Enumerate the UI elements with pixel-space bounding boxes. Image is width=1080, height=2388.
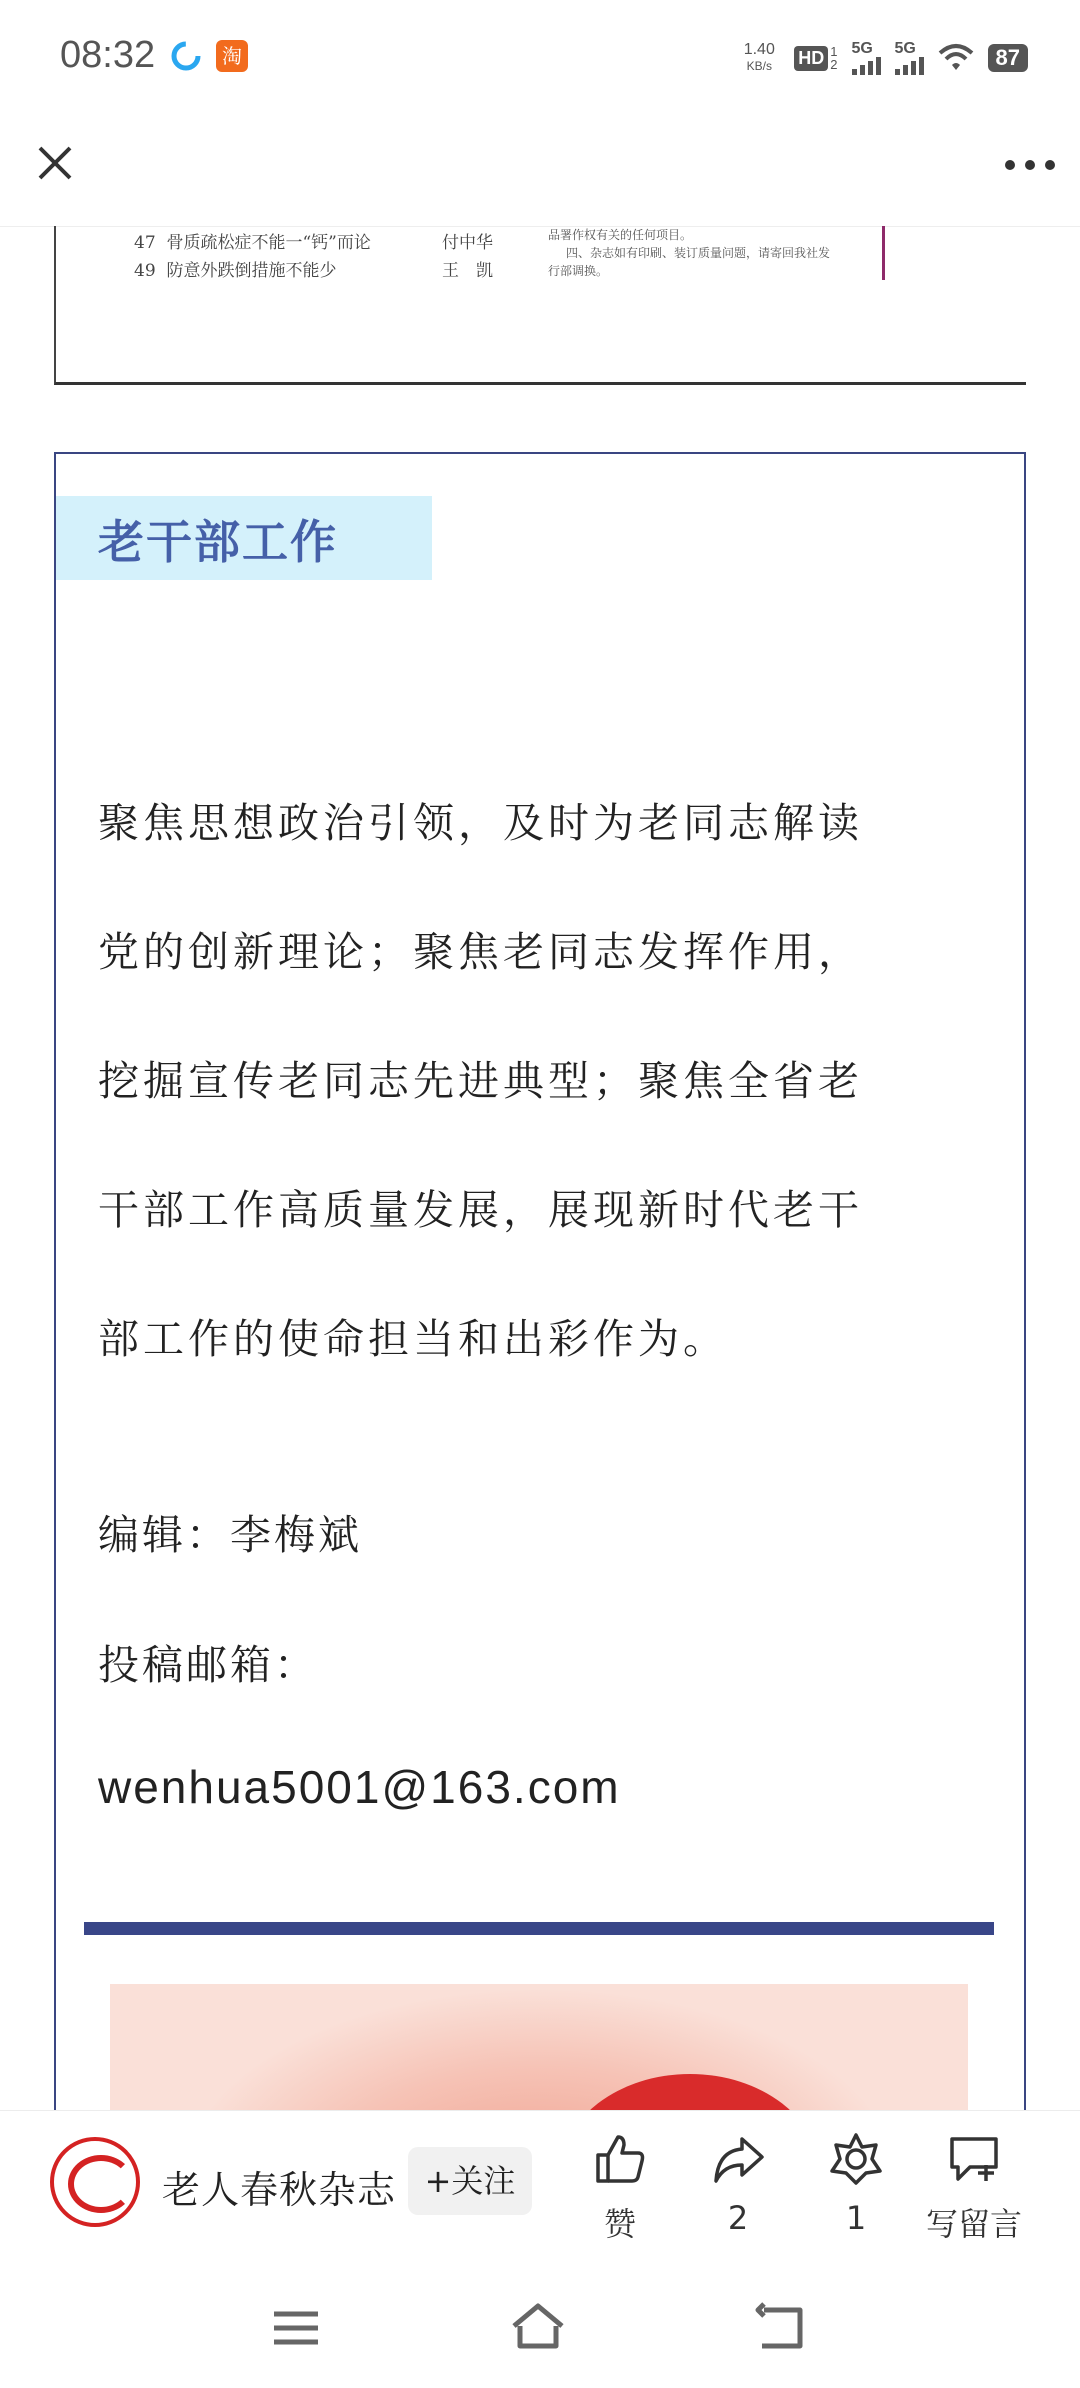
editor-credit: 编辑：李梅斌 bbox=[98, 1511, 362, 1559]
swirl-app-icon bbox=[170, 40, 202, 72]
wifi-icon bbox=[938, 43, 974, 73]
comment-add-icon bbox=[946, 2131, 1002, 2187]
section-title: 老干部工作 bbox=[98, 515, 338, 569]
paragraph-line: 部工作的使命担当和出彩作为。 bbox=[98, 1315, 728, 1363]
more-horizontal-icon[interactable] bbox=[1000, 140, 1060, 190]
back-icon[interactable] bbox=[750, 2300, 810, 2356]
battery-icon: 87 bbox=[988, 44, 1028, 72]
like-label: 赞 bbox=[603, 2205, 636, 2243]
paragraph-line: 聚焦思想政治引领，及时为老同志解读 bbox=[98, 799, 863, 847]
home-icon[interactable] bbox=[508, 2300, 568, 2356]
logo-swirl-icon bbox=[68, 2155, 134, 2213]
top-nav bbox=[0, 120, 1080, 227]
system-nav-bar bbox=[0, 2274, 1080, 2388]
hd-icon: HD 1 2 bbox=[794, 45, 837, 71]
write-comment-button[interactable] bbox=[914, 2131, 1034, 2245]
star-count: 1 bbox=[845, 2199, 867, 2237]
toc-note: 行部调换。 bbox=[548, 264, 609, 278]
like-button[interactable] bbox=[570, 2131, 670, 2245]
share-button[interactable] bbox=[688, 2131, 788, 2237]
article-image[interactable] bbox=[110, 1984, 968, 2114]
taobao-app-icon: 淘 bbox=[216, 40, 248, 72]
paragraph-line: 干部工作高质量发展，展现新时代老干 bbox=[98, 1186, 863, 1234]
recommend-button[interactable] bbox=[806, 2131, 906, 2237]
publisher-name[interactable]: 老人春秋杂志 bbox=[162, 2168, 397, 2212]
signal-5g-icon: 5G bbox=[895, 41, 924, 75]
status-indicators bbox=[738, 38, 1028, 78]
close-icon[interactable] bbox=[30, 138, 80, 188]
toc-author: 王 凯 bbox=[442, 261, 493, 281]
action-bar bbox=[0, 2110, 1080, 2275]
toc-image bbox=[54, 226, 1026, 385]
network-speed: 1.40 KB/s bbox=[743, 41, 775, 73]
section-title-box bbox=[56, 496, 432, 580]
publisher-logo[interactable] bbox=[50, 2137, 140, 2227]
comment-label: 写留言 bbox=[925, 2205, 1022, 2243]
share-icon bbox=[710, 2131, 766, 2187]
toc-row: 49 防意外跌倒措施不能少 bbox=[134, 261, 337, 281]
menu-icon[interactable] bbox=[266, 2300, 326, 2356]
toc-author: 付中华 bbox=[442, 233, 493, 253]
article-paragraph bbox=[98, 759, 998, 1404]
paragraph-line: 挖掘宣传老同志先进典型；聚焦全省老 bbox=[98, 1057, 863, 1105]
share-count: 2 bbox=[727, 2199, 749, 2237]
status-bar bbox=[0, 0, 1080, 120]
status-time: 08:32 bbox=[60, 34, 156, 76]
submission-email[interactable]: wenhua5001@163.com bbox=[98, 1761, 621, 1813]
paragraph-line: 党的创新理论；聚焦老同志发挥作用， bbox=[98, 928, 863, 976]
article-card bbox=[54, 452, 1026, 2114]
signal-5g-icon: 5G bbox=[852, 41, 881, 75]
star-icon bbox=[828, 2131, 884, 2187]
submission-email-label: 投稿邮箱： bbox=[98, 1641, 318, 1689]
section-divider bbox=[84, 1922, 994, 1935]
image-red-shape bbox=[560, 2074, 820, 2114]
toc-note: 品署作权有关的任何项目。 bbox=[548, 228, 693, 242]
toc-note: 四、杂志如有印刷、装订质量问题，请寄回我社发 bbox=[566, 246, 831, 260]
toc-divider bbox=[882, 226, 885, 280]
thumbs-up-icon bbox=[592, 2131, 648, 2187]
toc-row: 47 骨质疏松症不能一“钙”而论 bbox=[134, 233, 371, 253]
follow-button[interactable]: +关注 bbox=[408, 2147, 532, 2215]
